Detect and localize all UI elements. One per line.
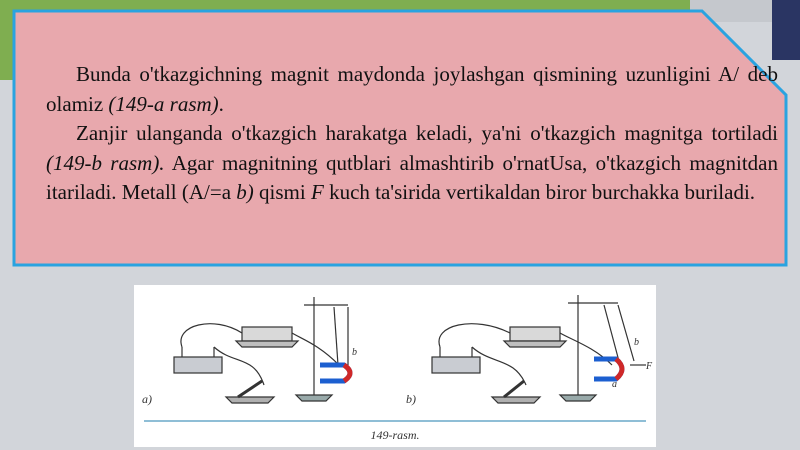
- label-b: b): [406, 392, 416, 406]
- variable-F: F: [310, 180, 324, 204]
- paragraph-1: [46, 60, 778, 119]
- paragraph-1-text: Bunda o'tkazgichning magnit maydonda joylashgan qismining uzunligini A/ deb olamiz: [46, 62, 778, 116]
- text-body: [46, 60, 778, 208]
- paragraph-2-text-3: qismi: [253, 180, 311, 204]
- figure-149: [134, 285, 656, 447]
- label-a: a): [142, 392, 152, 406]
- text-panel: [12, 9, 788, 267]
- paragraph-1-end: .: [218, 91, 224, 116]
- apparatus-illustration: [134, 285, 656, 447]
- mark-a-right: a: [612, 379, 617, 390]
- figure-ref-149b: (149-b rasm).: [46, 150, 165, 175]
- paragraph-2-text-1: Zanjir ulanganda o'tkazgich harakatga keladi, ya'ni o'tkazgich magnitga tortiladi: [76, 121, 778, 145]
- paragraph-2: [46, 119, 778, 208]
- paragraph-2-text-2: Agar magnitning qutblari almashtirib o'rnatUsa, o'tkazgich magnitdan itariladi. Metall (A/=a: [46, 150, 778, 204]
- figure-caption: 149-rasm.: [370, 428, 420, 442]
- mark-b-left: b: [352, 347, 357, 358]
- figure-ref-149a: (149-a rasm): [108, 91, 219, 116]
- paragraph-2-text-4: kuch ta'sirida vertikaldan biror burchakka buriladi.: [323, 180, 756, 204]
- mark-F: F: [646, 361, 653, 372]
- apparatus-a: [174, 297, 350, 403]
- mark-b-right: b: [634, 337, 639, 348]
- variable-b: b): [236, 180, 254, 204]
